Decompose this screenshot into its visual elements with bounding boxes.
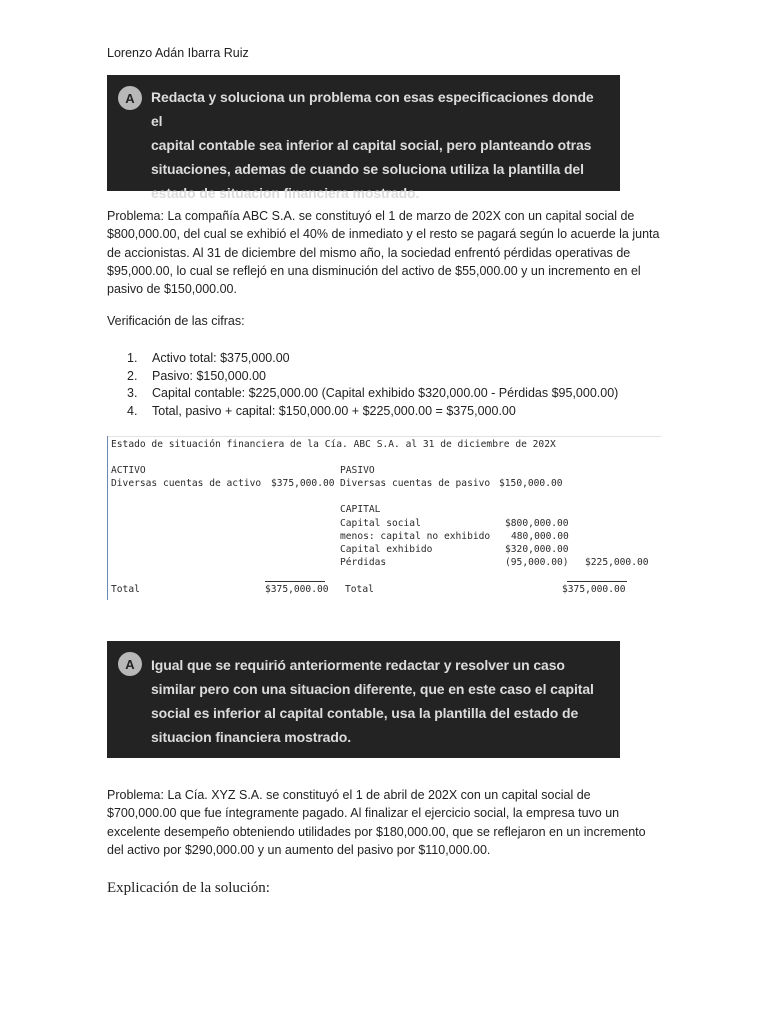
capital-exhibido-label: Capital exhibido	[340, 544, 433, 555]
perdidas-amount: (95,000.00)	[505, 557, 569, 568]
prompt-line: similar pero con una situacion diferente, que en este caso el capital	[151, 681, 594, 697]
list-item	[127, 350, 618, 368]
verification-title: Verificación de las cifras:	[107, 314, 245, 328]
perdidas-label: Pérdidas	[340, 557, 387, 568]
capital-header: CAPITAL	[340, 504, 381, 515]
pasivo-line-label: Diversas cuentas de pasivo	[340, 478, 491, 489]
total-right-rule	[567, 581, 627, 582]
list-text: Capital contable: $225,000.00 (Capital exhibido $320,000.00 - Pérdidas $95,000.00)	[152, 386, 619, 400]
financial-statement-image	[107, 436, 663, 600]
statement-top-border	[108, 436, 661, 437]
list-item	[127, 368, 618, 386]
total-right-amount: $375,000.00	[562, 584, 626, 595]
total-left-rule	[265, 581, 325, 582]
no-exhibido-label: menos: capital no exhibido	[340, 531, 491, 542]
list-item	[127, 403, 618, 421]
prompt-card-2	[107, 641, 620, 758]
pasivo-amount: $150,000.00	[499, 478, 563, 489]
statement-title: Estado de situación financiera de la Cía. ABC S.A. al 31 de diciembre de 202X	[111, 439, 556, 450]
prompt-line: Redacta y soluciona un problema con esas especificaciones donde el	[151, 89, 594, 129]
assistant-avatar-icon: A	[118, 652, 142, 676]
prompt-text-1	[151, 85, 602, 205]
list-number: 4.	[127, 403, 138, 418]
capital-exhibido-amount: $320,000.00	[505, 544, 569, 555]
list-number: 3.	[127, 386, 138, 400]
list-number: 1.	[127, 351, 138, 365]
capital-social-label: Capital social	[340, 518, 421, 529]
pasivo-header: PASIVO	[340, 465, 375, 476]
prompt-line: situaciones, ademas de cuando se soluciona utiliza la plantilla del	[151, 161, 584, 177]
prompt-line: capital contable sea inferior al capital social, pero planteando otras	[151, 137, 592, 153]
total-left-label: Total	[111, 584, 140, 595]
assistant-avatar-icon: A	[118, 86, 142, 110]
list-text: Pasivo: $150,000.00	[152, 368, 266, 383]
prompt-text-2	[151, 653, 602, 749]
prompt-line: estado de situacion financiera mostrado.	[151, 185, 420, 201]
explanation-heading: Explicación de la solución:	[107, 880, 270, 896]
list-text: Activo total: $375,000.00	[152, 351, 290, 365]
problem-1-paragraph: Problema: La compañía ABC S.A. se constituyó el 1 de marzo de 202X con un capital social de $800,000.00, del cual se exhibió el 40% de inmediato y el resto se pagará según lo acuerde la junta de accionistas. Al 31 de diciembre del mismo año, la sociedad enfrentó pérdidas operativas de $95,000.00, lo cual se reflejó en una disminución del activo de $55,000.00 y un incremento en el pasivo de $150,000.00.	[107, 209, 660, 297]
prompt-card-1	[107, 75, 620, 201]
total-left-amount: $375,000.00	[265, 584, 329, 595]
list-number: 2.	[127, 368, 138, 383]
capital-social-amount: $800,000.00	[505, 518, 569, 529]
list-item	[127, 385, 618, 403]
total-right-label: Total	[345, 584, 374, 595]
no-exhibido-amount: 480,000.00	[511, 531, 569, 542]
prompt-line: situacion financiera mostrado.	[151, 729, 352, 745]
author-name: Lorenzo Adán Ibarra Ruiz	[107, 46, 249, 60]
verification-list	[127, 350, 618, 420]
capital-total-amount: $225,000.00	[585, 557, 649, 568]
prompt-line: Igual que se requirió anteriormente redactar y resolver un caso	[151, 657, 565, 673]
prompt-line: social es inferior al capital contable, usa la plantilla del estado de	[151, 705, 579, 721]
activo-header: ACTIVO	[111, 465, 146, 476]
activo-amount: $375,000.00	[271, 478, 335, 489]
problem-2-paragraph: Problema: La Cía. XYZ S.A. se constituyó el 1 de abril de 202X con un capital social de $700,000.00 que fue íntegramente pagado. Al finalizar el ejercicio social, la empresa tuvo un excelente desempeño obteniendo utilidades por $180,000.00, que se reflejaron en un incremento del activo por $290,000.00 y un aumento del pasivo por $110,000.00.	[107, 788, 646, 857]
list-text: Total, pasivo + capital: $150,000.00 + $225,000.00 = $375,000.00	[152, 403, 516, 418]
activo-line-label: Diversas cuentas de activo	[111, 478, 262, 489]
